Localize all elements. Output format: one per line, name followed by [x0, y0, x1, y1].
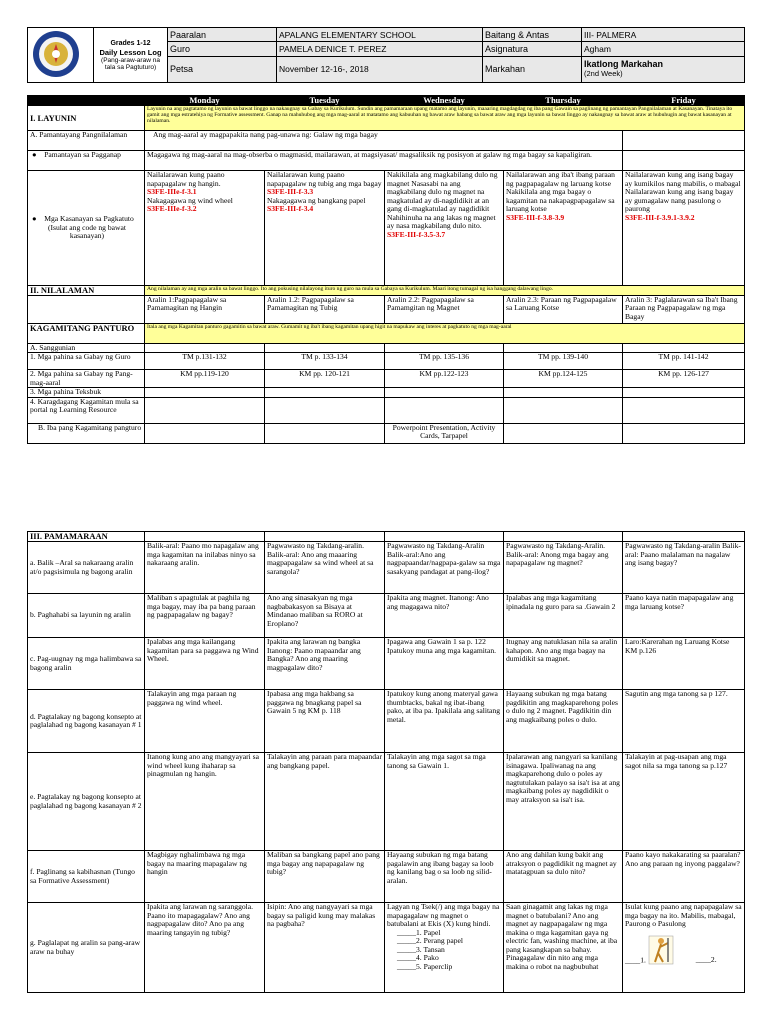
- row-monday: Itanong kung ano ang mangyayari sa wind wheel kung ihaharap sa pinagmulan ng hangin.: [145, 753, 265, 851]
- kasanayan-text: Nailalarawan kung paano napapagalaw ng tubig ang mga bagay: [267, 170, 382, 188]
- tm-monday: TM p.131-132: [145, 353, 265, 370]
- table-row: [28, 851, 745, 903]
- kasanayan-code: S3FE-IIIe-f-3.1: [147, 187, 197, 196]
- row-tuesday: Isipin: Ano ang nangyayari sa mga bagay sa paligid kung may malakas na pagbaha?: [265, 903, 385, 993]
- kasanayan-code: S3FE-III-f-3.3: [267, 187, 314, 196]
- header-table: [27, 27, 745, 83]
- km-friday: KM pp. 126-127: [623, 370, 745, 388]
- week-value: (2nd Week): [584, 69, 623, 79]
- kasanayan-sub: (Isulat ang code ng bawat kasanayan): [47, 222, 127, 241]
- bullet-icon: ●: [32, 214, 45, 224]
- tm-friday: TM pp. 141-142: [623, 353, 745, 370]
- row-wednesday: Talakayin ang mga sagot sa mga tanong sa Gawain 1.: [385, 753, 504, 851]
- pamamaraan-title: III. PAMAMARAAN: [28, 532, 145, 542]
- row-tuesday: Talakayin ang paraan para mapaandar ang bangkang papel.: [265, 753, 385, 851]
- bullet-icon: ●: [32, 150, 45, 159]
- gabay-mag-aaral-label: 2. Mga pahina sa Gabay ng Pang-mag-aaral: [28, 370, 145, 388]
- layunin-title: I. LAYUNIN: [28, 106, 145, 131]
- nilalaman-note: Ang nilalaman ay ang mga aralin sa bawat linggo. Ito ang pokusing nilalayong ituro ng guro na mula sa Gabaya sa Kurikulum. Maari itong tumagal ng isa hanggang dalawang lingo.: [145, 286, 745, 296]
- table-row: [28, 903, 745, 993]
- row-wednesday: Hayaang subukan ng mga batang pagalawin ang ibang bagay sa loob ng kanilang bag o sa loob ng silid- aralan.: [385, 851, 504, 903]
- table-row: [28, 690, 745, 753]
- list-item: _____5. Paperclip: [397, 961, 453, 971]
- guro-value: PAMELA DENICE T. PEREZ: [277, 42, 483, 56]
- row-thursday: Ano ang dahilan kung bakit ang atraksyon o pagdidikit ng magnet ay matatagpuan sa dulo nito?: [504, 851, 623, 903]
- layunin-note: Layunin na ang pagtatamo ng layunin sa bawat linggo na nakaugnay sa Gabay sa Kurikulum. Sundin ang pamamaraan upang matamo ang layunin, maaaring magdagdag ng iba pang Gawain sa paglinang ng pamantayan Pangnilalaman at Kasanayan. Tinataya ito gamit ang mga estratehiya ng Formative assessment. Ganap na mahuhubog ang mga mag-aaral at matatamo ang kabuuhan ng bawat araw habang sa bawat araw ang mga layunin sa bawat linggo ay nakaugnay sa bawat araw at hubuhugin ang bawat kasanayan at nilalaman.: [145, 106, 745, 131]
- row-tuesday: Ano ang sinasakyan ng mga nagbabakasyon sa Bisaya at Mindanao maliban sa RORO at Eroplano?: [265, 594, 385, 638]
- row-label: d. Pagtalakay ng bagong konsepto at paglalahad ng bagong kasanayan # 1: [28, 690, 145, 753]
- nilalaman-thursday: Aralin 2.3: Paraan ng Pagpapagalaw sa Laruang Kotse: [504, 295, 623, 323]
- row-wednesday-text: Lagyan ng Tsek(/) ang mga bagay na mapagagalaw ng magnet o batubalani at Ekis (X) kung hindi.: [387, 902, 500, 928]
- row-thursday: Ipalabas ang mga kagamitang ipinadala ng guro para sa .Gawain 2: [504, 594, 623, 638]
- kasanayan-text: Nakagagawa ng wind wheel: [147, 195, 233, 205]
- row-wednesday: [385, 903, 504, 993]
- row-friday: Paano kaya natin mapapagalaw ang mga laruang kotse?: [623, 594, 745, 638]
- kagamitan-note: Itala ang mga Kagamitan panturo gagamitin sa bawat araw. Gumamit ng iba't ibang kagamitan upang higit na mapukaw ang interes at pagkatuto ng mga mag-aaral: [145, 323, 745, 343]
- row-monday: Ipalabas ang mga kailangang kagamitan para sa paggawa ng Wind Wheel.: [145, 638, 265, 690]
- markahan-value: Ikatlong Markahan: [584, 59, 664, 70]
- asignatura-value: Agham: [582, 42, 745, 56]
- grades-label: Grades 1-12: [110, 39, 151, 47]
- lesson-table-1: [27, 95, 745, 444]
- baitang-value: III- PALMERA: [582, 28, 745, 42]
- pamantayang-value: Ang mag-aaral ay magpapakita nang pag-unawa ng: Galaw ng mga bagay: [145, 131, 623, 151]
- nilalaman-wednesday: Aralin 2.2: Pagpapagalaw sa Pamamgitan ng Magnet: [385, 295, 504, 323]
- paaralan-value: APALANG ELEMENTARY SCHOOL: [277, 28, 483, 42]
- asignatura-label: Asignatura: [483, 42, 582, 56]
- blank-2: ____2.: [695, 955, 717, 964]
- blank-1: ____1.: [625, 955, 646, 964]
- row-thursday: Ipalarawan ang nangyari sa kanilang isinagawa. Ipaliwanag na ang magkaparehong dulo o poles ay nagtutulakan palayo sa isa't isa at ang magkaibang poles ay nagdidikit o may atraksyon sa isa't isa.: [504, 753, 623, 851]
- kasanayan-text: Nakagagawa ng bangkang papel: [267, 195, 366, 205]
- log-title: Daily Lesson Log: [99, 47, 162, 57]
- row-label: b. Paghahabi sa layunin ng aralin: [28, 594, 145, 638]
- nilalaman-monday: Aralin 1:Pagpapagalaw sa Pamamagitan ng Hangin: [145, 295, 265, 323]
- row-friday: Paano kayo nakakarating sa paaralan? Ano ang paraan ng inyong paggalaw?: [623, 851, 745, 903]
- kasanayan-code: S3FE-III-f-3.4: [267, 204, 314, 213]
- row-monday: Balik-aral: Paano mo napagalaw ang mga kagamitan na inilabas ninyo sa nakaraang aralin.: [145, 542, 265, 594]
- day-tuesday: Tuesday: [265, 96, 385, 106]
- row-wednesday: Ipagawa ang Gawain 1 sa p. 122 Ipatukoy muna ang mga kagamitan.: [385, 638, 504, 690]
- markahan-label: Markahan: [483, 56, 582, 83]
- table-row: [28, 542, 745, 594]
- row-thursday: Saan ginagamit ang lakas ng mga magnet o batubalani? Ano ang magnet ay nagpapagalaw ng mga makina o mga kagamitan gaya ng electric fan, washing machine, at iba pang kasangkapan sa bahay. Pinagagalaw din nito ang mga makina o robot na nagbubuhat: [504, 903, 623, 993]
- row-label: a. Balik –Aral sa nakaraang aralin at/o pagsisimula ng bagong aralin: [28, 542, 145, 594]
- kagamitan-title: KAGAMITANG PANTURO: [28, 323, 145, 343]
- list-item: _____3. Tansan: [397, 944, 445, 954]
- row-label: e. Pagtalakay ng bagong konsepto at paglalahad ng bagong kasanayan # 2: [28, 753, 145, 851]
- friday-figures: [625, 935, 742, 965]
- pamantayang-label: A. Pamantayang Pangnilalaman: [28, 131, 145, 151]
- km-thursday: KM pp.124-125: [504, 370, 623, 388]
- km-tuesday: KM pp. 120-121: [265, 370, 385, 388]
- kasanayan-label: Mga Kasanayan sa Pagkatuto: [44, 214, 134, 224]
- baitang-label: Baitang & Antas: [483, 28, 582, 42]
- lesson-table-2: [27, 531, 745, 993]
- pamantayan-pagganap-label: Pamantayan sa Pagganap: [44, 150, 121, 159]
- markahan-cell: [582, 56, 745, 83]
- tm-wednesday: TM pp. 135-136: [385, 353, 504, 370]
- list-item: _____1. Papel: [397, 927, 441, 937]
- row-tuesday: Ipakita ang larawan ng bangka Itanong: Paano mapaandar ang Bangka? Ano ang maaring magpagalaw dito?: [265, 638, 385, 690]
- petsa-value: November 12-16-, 2018: [277, 56, 483, 83]
- nilalaman-friday: Aralin 3: Paglalarawan sa Iba't Ibang Paraan ng Pagpapagalaw ng mga Bagay: [623, 295, 745, 323]
- row-thursday: Hayaang subukan ng mga batang pagdikitin ang magkaparehong poles o dulo ng 2 magnet. Pagdikitin din ang magkaibang poles o dulo.: [504, 690, 623, 753]
- row-monday: Talakayin ang mga paraan ng paggawa ng wind wheel.: [145, 690, 265, 753]
- row-friday: Talakayin at pag-usapan ang mga sagot nila sa mga tanong sa p.127: [623, 753, 745, 851]
- row-friday: [623, 903, 745, 993]
- row-monday: Maliban s apagtulak at paghila ng mga bagay, may iba pa bang paraan ng pagpapagalaw ng bagay?: [145, 594, 265, 638]
- row-monday: Magbigay nghalimbawa ng mga bagay na maaring mapagalaw ng hangin: [145, 851, 265, 903]
- kasanayan-text: Nailalarawan ang iba't ibang paraan ng pagpapagalaw ng laruang kotse Nakikilala ang mga bagay o kagamitan na nakapagpapagalaw sa laruang kotse: [506, 170, 615, 213]
- list-item: _____4. Pako: [397, 953, 439, 962]
- kasanayan-code: S3FE-IIIe-f-3.2: [147, 204, 197, 213]
- person-pushing-icon: [648, 935, 674, 965]
- kasanayan-wednesday: [385, 171, 504, 286]
- log-subtitle: (Pang-araw-araw na tala sa Pagtuturo): [101, 56, 160, 71]
- table-row: [28, 753, 745, 851]
- day-thursday: Thursday: [504, 96, 623, 106]
- sanggunian-label: A. Sanggunian: [28, 343, 145, 353]
- list-item: _____2. Perang papel: [397, 936, 464, 945]
- pamantayan-pagganap-cell: [28, 151, 145, 171]
- teksbuk-label: 3. Mga pahina Teksbuk: [28, 388, 145, 398]
- table-row: [28, 638, 745, 690]
- kasanayan-friday: [623, 171, 745, 286]
- day-header-row: [28, 96, 745, 106]
- row-wednesday: Ipatukoy kung anong materyal gawa thumbtacks, bakal ng ibat-ibang pako, at iba pa. Ipakilala ang salitang metal.: [385, 690, 504, 753]
- log-title-cell: [94, 28, 168, 83]
- table-row: [28, 594, 745, 638]
- row-tuesday: Ipabasa ang mga hakbang sa paggawa ng bnagkang papel sa Gawain 5 ng KM p. 118: [265, 690, 385, 753]
- deped-seal-icon: [28, 29, 84, 79]
- tm-thursday: TM pp. 139-140: [504, 353, 623, 370]
- row-thursday: Itugnay ang natuklasan nila sa aralin kahapon. Ano ang mga bagay na dumidikit sa magnet.: [504, 638, 623, 690]
- row-wednesday: Ipakita ang magnet. Itanong: Ano ang magagawa nito?: [385, 594, 504, 638]
- tm-tuesday: TM p. 133-134: [265, 353, 385, 370]
- petsa-label: Petsa: [168, 56, 277, 83]
- row-monday: Ipakita ang larawan ng saranggola. Paano ito mapagagalaw? Ano ang nagpapagalaw dito? Ano pa ang maaring tangayin ng tubig?: [145, 903, 265, 993]
- paaralan-label: Paaralan: [168, 28, 277, 42]
- kasanayan-monday: [145, 171, 265, 286]
- row-friday: Laro:Karerahan ng Laruang Kotse KM p.126: [623, 638, 745, 690]
- nilalaman-tuesday: Aralin 1.2: Pagpapagalaw sa Pamamagitan ng Tubig: [265, 295, 385, 323]
- deped-logo: [28, 28, 94, 83]
- day-friday: Friday: [623, 96, 745, 106]
- row-tuesday: Pagwawasto ng Takdang-aralin. Balik-aral: Ano ang maaaring magpapagalaw sa wind wheel at sa sarangola?: [265, 542, 385, 594]
- row-label: c. Pag-uugnay ng mga halimbawa sa bagong aralin: [28, 638, 145, 690]
- kasanayan-text: Nailalarawan kung paano napapagalaw ng hangin.: [147, 170, 225, 188]
- kasanayan-code: S3FE-III-f-3.8-3.9: [506, 212, 565, 222]
- kasanayan-tuesday: [265, 171, 385, 286]
- kasanayan-text: Nailalarawan kung ang isang bagay ay kumikilos nang mabilis, o mabagal Nailalarawan kung ang isang bagay ay gumagalaw nang pasulong o paurong: [625, 170, 741, 213]
- day-monday: Monday: [145, 96, 265, 106]
- kasanayan-cell: [28, 171, 145, 286]
- kasanayan-thursday: [504, 171, 623, 286]
- kasanayan-text: Nakikilala ang magkabilang dulo ng magnet Nasasabi na ang magkabilang dulo ng magnet na magkatulad ay di-nagdidikit at an gang di-magkatulad ay nagdidikit Nahihinuha na ang lakas ng magnet ay nasa magkabilang dulo nito.: [387, 170, 498, 230]
- checklist: [387, 929, 501, 972]
- row-label: g. Paglalapat ng aralin sa pang-araw araw na buhay: [28, 903, 145, 993]
- row-wednesday: Pagwawasto ng Takdang-Aralin Balik-aral:Ano ang nagpapaandar/nagpapa-galaw sa mga sasakyang pandagat at pang-ilog?: [385, 542, 504, 594]
- kasanayan-code: S3FE-III-f-3.9.1-3.9.2: [625, 212, 695, 222]
- km-monday: KM pp.119-120: [145, 370, 265, 388]
- day-wednesday: Wednesday: [385, 96, 504, 106]
- row-thursday: Pagwawasto ng Takdang-Aralin. Balik-aral: Anong mga bagay ang napapagalaw ng magnet?: [504, 542, 623, 594]
- row-tuesday: Maliban sa bangkang papel ano pang mga bagay ang napapagalaw ng tubig?: [265, 851, 385, 903]
- guro-label: Guro: [168, 42, 277, 56]
- row-friday: Sagutin ang mga tanong sa p 127.: [623, 690, 745, 753]
- pamantayan-pagganap-value: Magagawa ng mag-aaral na mag-obserba o magmasid, mailarawan, at magsiyasat/ magsaliksik ng posisyon at galaw ng mga bagay sa kapaligiran.: [145, 151, 623, 171]
- row-label: f. Paglinang sa kabihasnan (Tungo sa Formative Assessment): [28, 851, 145, 903]
- gabay-guro-label: 1. Mga pahina sa Gabay ng Guro: [28, 353, 145, 370]
- kagamitan-wednesday: Powerpoint Presentation, Activity Cards, Tarpapel: [385, 423, 504, 443]
- kasanayan-code: S3FE-III-f-3.5-3.7: [387, 229, 446, 239]
- nilalaman-title: II. NILALAMAN: [28, 286, 145, 296]
- km-wednesday: KM pp.122-123: [385, 370, 504, 388]
- karagdagang-label: 4. Karagdagang Kagamitan mula sa portal ng Learning Resource: [28, 397, 145, 423]
- row-friday: Pagwawasto ng Takdang-aralin Balik-aral: Paano malalaman na nagalaw ang isang bagay?: [623, 542, 745, 594]
- iba-pang-label: B. Iba pang Kagamitang pangturo: [28, 423, 145, 443]
- row-friday-text: Isulat kung paano ang napapagalaw sa mga bagay na ito. Mabilis, mabagal, Paurong o Pasulong: [625, 902, 742, 928]
